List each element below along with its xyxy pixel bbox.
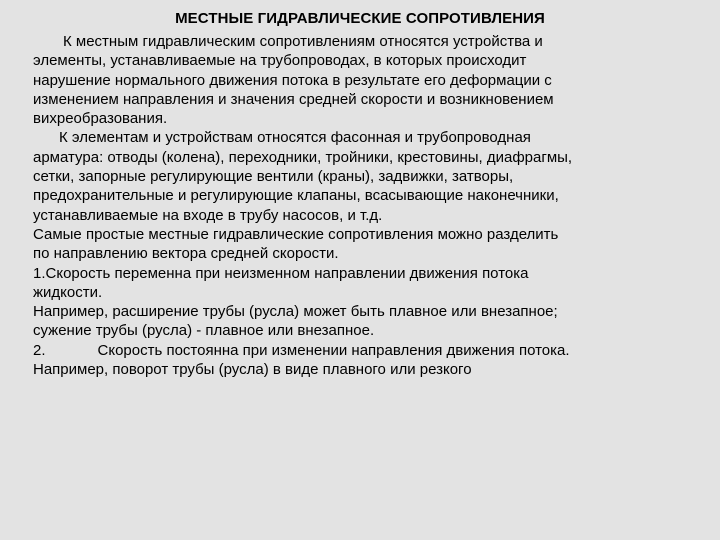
- text-line: Самые простые местные гидравлические сопротивления можно разделить: [33, 225, 559, 243]
- paragraph-4: [33, 264, 705, 303]
- text-line: 1.Скорость переменна при неизменном направлении движения потока: [33, 264, 529, 282]
- body-text: [33, 32, 705, 379]
- text-line: Например, расширение трубы (русла) может быть плавное или внезапное;: [33, 303, 558, 321]
- paragraph-6: [33, 341, 705, 360]
- text-line: нарушение нормального движения потока в результате его деформации с: [33, 71, 552, 89]
- text-line: сетки, запорные регулирующие вентили (краны), задвижки, затворы,: [33, 168, 514, 186]
- paragraph-7: [33, 360, 705, 379]
- text-line: вихреобразования.: [33, 110, 168, 128]
- list-number: 2.: [33, 341, 46, 359]
- text-line: элементы, устанавливаемые на трубопроводах, в которых происходит: [33, 52, 527, 70]
- text-line: жидкости.: [33, 283, 103, 301]
- paragraph-3: [33, 225, 705, 264]
- text-line: устанавливаемые на входе в трубу насосов, и т.д.: [33, 206, 383, 224]
- text-line: по направлению вектора средней скорости.: [33, 245, 339, 263]
- paragraph-1: [33, 32, 705, 128]
- text-line: Скорость постоянна при изменении направления движения потока.: [97, 341, 570, 359]
- text-line: К элементам и устройствам относятся фасонная и трубопроводная: [59, 129, 531, 147]
- paragraph-2: [33, 128, 705, 224]
- text-line: сужение трубы (русла) - плавное или внезапное.: [33, 322, 375, 340]
- paragraph-5: [33, 302, 705, 341]
- text-line: предохранительные и регулирующие клапаны, всасывающие наконечники,: [33, 187, 559, 205]
- text-line: Например, поворот трубы (русла) в виде плавного или резкого: [33, 361, 472, 379]
- text-line: К местным гидравлическим сопротивлениям относятся устройства и: [63, 33, 543, 50]
- text-line: арматура: отводы (колена), переходники, тройники, крестовины, диафрагмы,: [33, 148, 573, 166]
- text-line: изменением направления и значения средней скорости и возникновением: [33, 90, 554, 108]
- page-title: МЕСТНЫЕ ГИДРАВЛИЧЕСКИЕ СОПРОТИВЛЕНИЯ: [175, 10, 545, 27]
